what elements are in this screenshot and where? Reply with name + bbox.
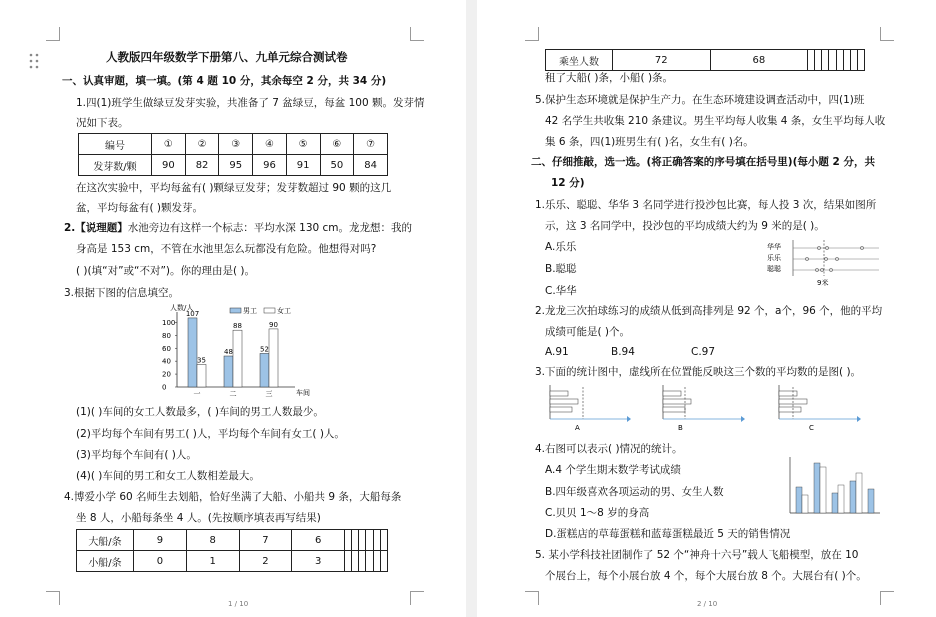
chart-ylabel: 人数/人 <box>170 304 194 312</box>
x-category-label: 二 <box>229 390 237 398</box>
c3-label-c: C <box>809 424 814 432</box>
q3-c: (3)平均每个车间有( )人。 <box>76 449 197 461</box>
q2-line-2: 身高是 153 cm，不管在水池里怎么玩都没有危险。他想得对吗? <box>76 243 377 255</box>
table-cell: 91 <box>286 155 320 176</box>
crop-mark <box>880 40 894 41</box>
section-2-heading-cont: 12 分) <box>551 177 585 189</box>
table-cell-empty <box>352 530 359 551</box>
table-cell: 7 <box>239 530 292 551</box>
crop-mark <box>880 591 894 592</box>
table-cell: ⑦ <box>354 134 388 155</box>
table-cell: ⑤ <box>286 134 320 155</box>
c1-option-a: A.乐乐 <box>545 241 577 253</box>
table-cell-empty <box>380 530 387 551</box>
bar-value-label: 35 <box>197 356 206 365</box>
c4-option-d: D.蛋糕店的草莓蛋糕和蓝莓蛋糕最近 5 天的销售情况 <box>545 528 791 540</box>
crop-mark <box>538 27 539 41</box>
q2-line-1-text: 水池旁边有这样一个标志：平均水深 130 cm。龙龙想：我的 <box>127 222 413 234</box>
q4-table <box>76 529 388 572</box>
bar-value-label: 48 <box>224 348 233 357</box>
page-2 <box>477 0 936 617</box>
table-cell: ⑥ <box>320 134 354 155</box>
x-category-label: 三 <box>265 390 273 398</box>
table-cell: 68 <box>710 50 808 71</box>
table-cell-empty <box>373 530 380 551</box>
table-cell-empty <box>352 551 359 572</box>
chart-xlabel: 车间 <box>296 389 310 397</box>
q3-bar-chart <box>150 302 320 402</box>
q2-line-1 <box>64 221 412 235</box>
legend-label-female: 女工 <box>277 307 291 315</box>
table-cell-empty <box>345 530 352 551</box>
y-tick-label: 20 <box>162 370 171 379</box>
table-cell-empty <box>373 551 380 572</box>
section-2-heading: 二、仔细推敲，选一选。(将正确答案的序号填在括号里)(每小题 2 分，共 <box>531 156 876 168</box>
crop-mark <box>410 40 424 41</box>
table-cell: 96 <box>253 155 287 176</box>
table-cell: 乘坐人数 <box>546 50 613 71</box>
c4-option-c: C.贝贝 1～8 岁的身高 <box>545 507 650 519</box>
crop-mark <box>410 591 411 605</box>
c4-option-b: B.四年级喜欢各项运动的男、女生人数 <box>545 486 724 498</box>
c5-line-2: 个展台上，每个小展台放 4 个，每个大展台放 8 个。大展台有( )个。 <box>545 570 867 582</box>
table-cell: 9 <box>134 530 187 551</box>
c1-line-2: 示，这 3 名同学中，投沙包的平均成绩大约为 9 米的是( )。 <box>545 220 825 232</box>
c1-dot-plot <box>767 240 882 290</box>
crop-mark <box>59 27 60 41</box>
q1-line-1: 1.四(1)班学生做绿豆发芽实验，共准备了 7 盆绿豆，每盆 100 颗。发芽情 <box>76 97 425 109</box>
c1-name-1: 华华 <box>767 243 781 251</box>
q1-line-3: 在这次实验中，平均每盆有( )颗绿豆发芽；发芽数超过 90 颗的这几 <box>76 182 392 194</box>
table-cell-empty <box>843 50 850 71</box>
c4-option-a: A.4 个学生期末数学考试成绩 <box>545 464 681 476</box>
c2-line-2: 成绩可能是( )个。 <box>545 326 631 338</box>
bar-female-2 <box>233 330 242 387</box>
table-cell-empty <box>822 50 829 71</box>
c2-option-b: B.94 <box>611 346 635 358</box>
bar-male-3 <box>260 353 269 387</box>
q4-line-2: 坐 8 人，小船每条坐 4 人。(先按顺序填表再写结果) <box>76 512 321 524</box>
c1-name-3: 聪聪 <box>767 265 781 273</box>
bar-male-1 <box>188 318 197 387</box>
c5-line-1: 5. 某小学科技社团制作了 52 个“神舟十六号”载人飞船模型，放在 10 <box>535 549 859 561</box>
c4-line-1: 4.右图可以表示( )情况的统计。 <box>535 443 683 455</box>
table-cell-empty <box>359 551 366 572</box>
bar-value-label: 88 <box>233 322 242 331</box>
table-cell: 编号 <box>79 134 152 155</box>
bar-male-2 <box>224 356 233 387</box>
table-cell: 50 <box>320 155 354 176</box>
c4-double-bar-chart <box>782 455 882 520</box>
c1-line-1: 1.乐乐、聪聪、华华 3 名同学进行投沙包比赛，每人投 3 次，结果如图所 <box>535 199 877 211</box>
page-number: 1 / 10 <box>228 600 249 608</box>
table-cell: ② <box>185 134 219 155</box>
c3-label-b: B <box>678 424 683 432</box>
table-cell-empty <box>857 50 864 71</box>
c3-label-a: A <box>575 424 580 432</box>
bar-female-3 <box>269 329 278 387</box>
y-tick-label: 60 <box>162 344 171 353</box>
table-cell-empty <box>829 50 836 71</box>
table-cell-empty <box>850 50 857 71</box>
table-cell: ④ <box>253 134 287 155</box>
table-cell: 90 <box>152 155 186 176</box>
q3-d: (4)( )车间的男工和女工人数相差最大。 <box>76 470 260 482</box>
crop-mark <box>880 27 881 41</box>
boat-answer-line: 租了大船( )条，小船( )条。 <box>545 72 674 84</box>
table-cell-empty <box>359 530 366 551</box>
bar-female-1 <box>197 364 206 387</box>
table-cell-empty <box>345 551 352 572</box>
table-cell-empty <box>815 50 822 71</box>
table-cell: 2 <box>239 551 292 572</box>
table-cell: 95 <box>219 155 253 176</box>
legend-swatch-male <box>230 308 241 313</box>
q2-tag: 2.【说理题】 <box>64 222 128 234</box>
table-cell: 1 <box>186 551 239 572</box>
c3-figure-b <box>663 385 745 432</box>
c3-line-1: 3.下面的统计图中，虚线所在位置能反映这三个数的平均数的是图( )。 <box>535 366 862 378</box>
table-cell-empty <box>366 530 373 551</box>
q4-line-1: 4.博爱小学 60 名师生去划船，恰好坐满了大船、小船共 9 条，大船每条 <box>64 491 402 503</box>
page-1 <box>0 0 466 617</box>
table-cell: 72 <box>613 50 711 71</box>
c1-name-2: 乐乐 <box>767 254 781 262</box>
q3-b: (2)平均每个车间有男工( )人，平均每个车间有女工( )人。 <box>76 428 345 440</box>
table-cell: 82 <box>185 155 219 176</box>
c2-option-a: A.91 <box>545 346 569 358</box>
c3-figure-a <box>550 385 631 432</box>
table-cell: 大船/条 <box>77 530 134 551</box>
q5-line-1: 5.保护生态环境就是保护生产力。在生态环境建设调查活动中，四(1)班 <box>535 94 865 106</box>
table-cell: 6 <box>292 530 345 551</box>
q3-a: (1)( )车间的女工人数最多，( )车间的男工人数最少。 <box>76 406 324 418</box>
q1-table <box>78 133 388 176</box>
y-tick-label: 0 <box>162 383 167 392</box>
table-cell-empty <box>836 50 843 71</box>
c2-option-c: C.97 <box>691 346 716 358</box>
q5-line-3: 集 6 条，四(1)班男生有( )名，女生有( )名。 <box>545 136 754 148</box>
crop-mark <box>525 591 539 592</box>
table-cell: ① <box>152 134 186 155</box>
y-tick-label: 100 <box>162 318 176 327</box>
c2-line-1: 2.龙龙三次拍球练习的成绩从低到高排列是 92 个，a个，96 个，他的平均 <box>535 305 883 317</box>
table-cell: 小船/条 <box>77 551 134 572</box>
table-cell: 0 <box>134 551 187 572</box>
q1-line-4: 盆，平均每盆有( )颗发芽。 <box>76 202 204 214</box>
crop-mark <box>46 40 60 41</box>
table-cell: 3 <box>292 551 345 572</box>
crop-mark <box>410 27 411 41</box>
table-cell-empty <box>380 551 387 572</box>
crop-mark <box>880 591 881 605</box>
legend-swatch-female <box>264 308 275 313</box>
q3-line-1: 3.根据下图的信息填空。 <box>64 287 180 299</box>
legend-label-male: 男工 <box>243 307 257 315</box>
table-cell-empty <box>808 50 815 71</box>
c3-figures <box>545 383 890 435</box>
table-cell: ③ <box>219 134 253 155</box>
doc-title: 人教版四年级数学下册第八、九单元综合测试卷 <box>106 50 348 64</box>
section-1-heading: 一、认真审题，填一填。(第 4 题 10 分，其余每空 2 分，共 34 分) <box>62 75 387 87</box>
crop-mark <box>525 40 539 41</box>
table-cell: 84 <box>354 155 388 176</box>
c1-option-c: C.华华 <box>545 285 577 297</box>
q5-line-2: 42 名学生共收集 210 条建议。男生平均每人收集 4 条，女生平均每人收 <box>545 115 886 127</box>
x-category-label: 一 <box>193 390 201 398</box>
page-number: 2 / 10 <box>697 600 718 608</box>
bar-value-label: 107 <box>185 309 200 318</box>
c1-option-b: B.聪聪 <box>545 263 577 275</box>
table-cell: 发芽数/颗 <box>79 155 152 176</box>
crop-mark <box>59 591 60 605</box>
drag-handle-icon[interactable] <box>29 53 39 69</box>
y-tick-label: 40 <box>162 357 171 366</box>
y-tick-label: 80 <box>162 331 171 340</box>
q1-line-2: 况如下表。 <box>76 117 129 129</box>
c3-figure-c <box>779 385 861 432</box>
crop-mark <box>46 591 60 592</box>
q2-line-3: ( )(填“对”或“不对”)。你的理由是( )。 <box>76 265 256 277</box>
boat-table-continued <box>545 49 865 71</box>
c1-mark-label: 9米 <box>817 279 829 287</box>
crop-mark <box>538 591 539 605</box>
bar-value-label: 90 <box>269 320 278 329</box>
table-cell: 8 <box>186 530 239 551</box>
table-cell-empty <box>366 551 373 572</box>
bar-value-label: 52 <box>260 345 269 354</box>
crop-mark <box>410 591 424 592</box>
